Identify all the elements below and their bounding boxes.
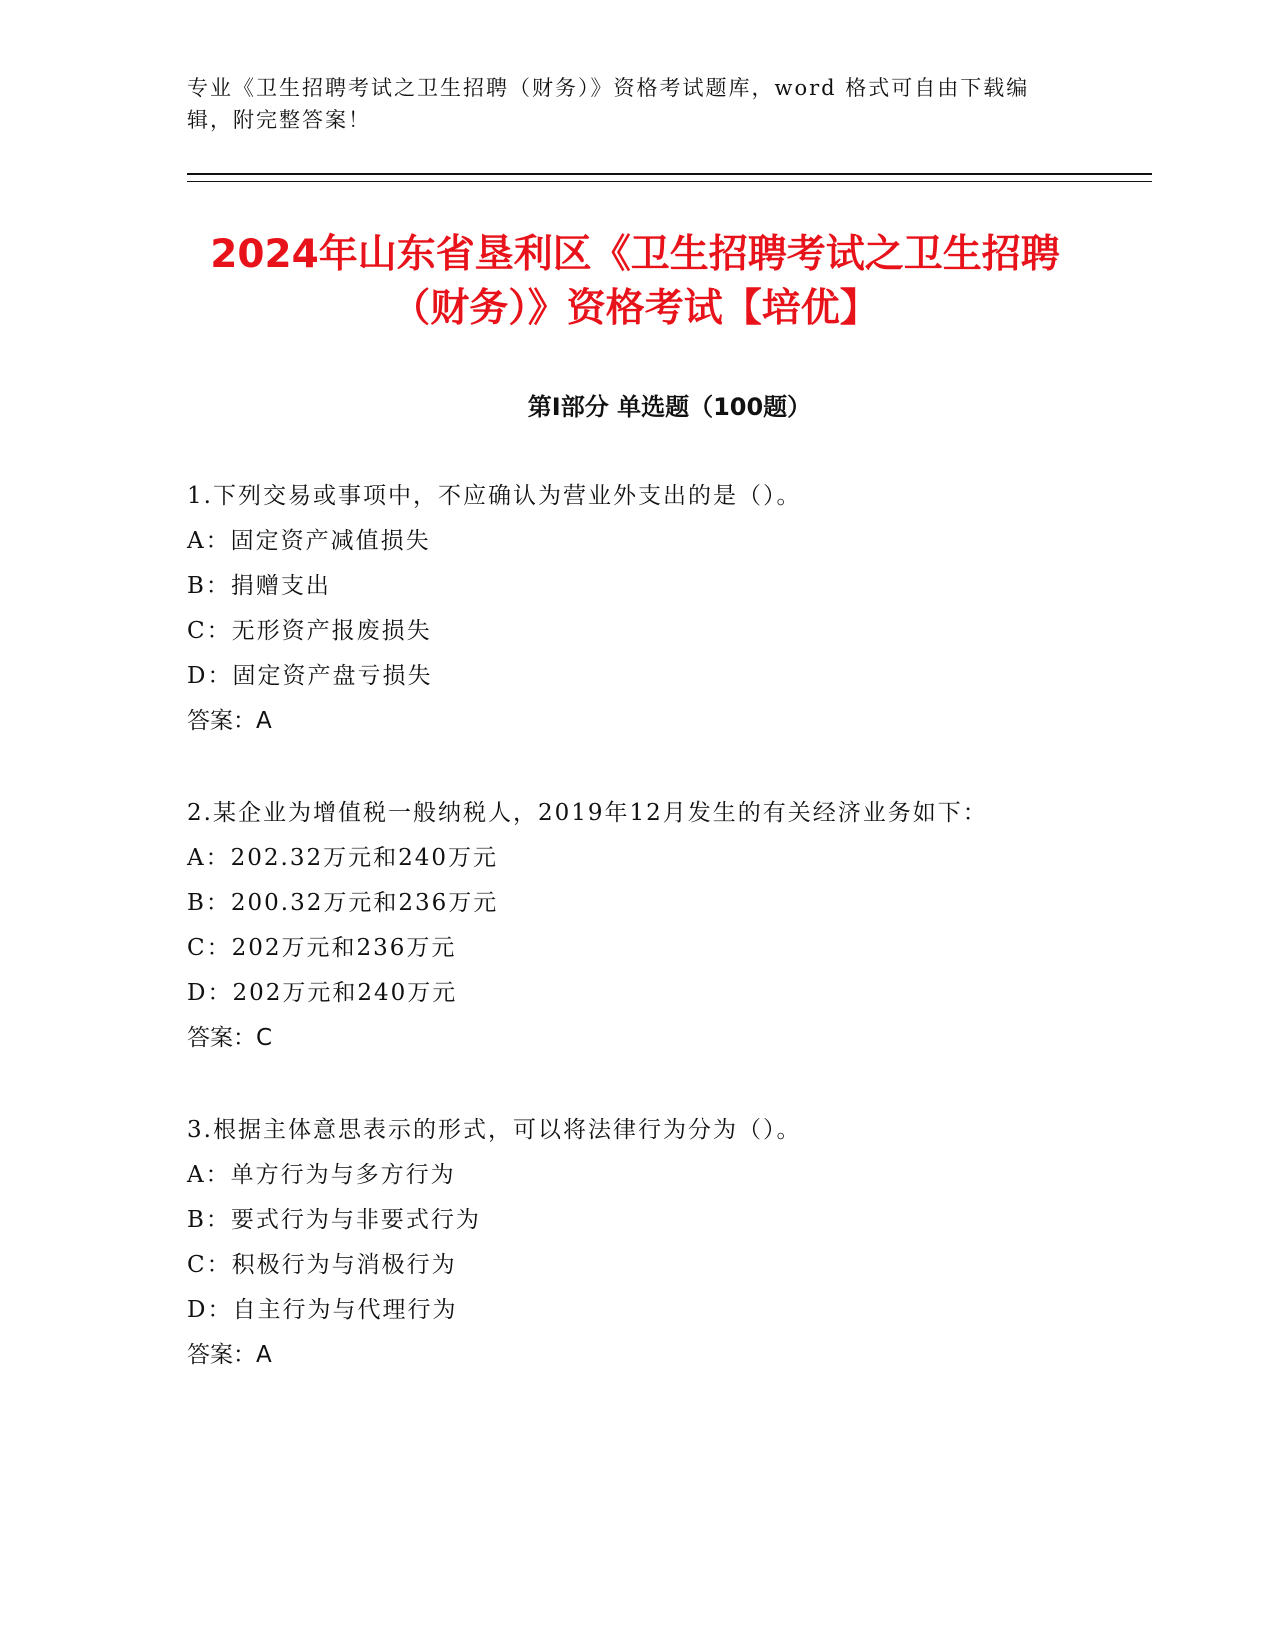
question-3: [187, 1108, 1087, 1378]
option-a: A：固定资产减值损失: [187, 528, 431, 554]
option-b: B：200.32万元和236万元: [187, 890, 499, 916]
option-d: D：202万元和240万元: [187, 980, 458, 1006]
option-a: A：单方行为与多方行为: [187, 1162, 456, 1188]
answer-line: [187, 699, 1087, 744]
option-a: A：202.32万元和240万元: [187, 845, 498, 871]
answer-label: 答案：: [187, 1342, 256, 1368]
answer-label: 答案：: [187, 708, 256, 734]
option-b: B：捐赠支出: [187, 573, 331, 599]
answer-label: 答案：: [187, 1025, 256, 1051]
answer-value: C: [256, 1025, 273, 1051]
option-c: C：无形资产报废损失: [187, 618, 432, 644]
question-1: [187, 474, 1087, 744]
document-title: 2024年山东省垦利区《卫生招聘考试之卫生招聘（财务）》资格考试【培优】: [210, 232, 1060, 331]
header-divider-thin: [187, 181, 1152, 182]
section-heading: 第Ⅰ部分 单选题（100题）: [527, 393, 812, 421]
answer-value: A: [256, 708, 272, 734]
option-c: C：202万元和236万元: [187, 935, 457, 961]
answer-line: [187, 1016, 1087, 1061]
answer-line: [187, 1333, 1087, 1378]
option-b: B：要式行为与非要式行为: [187, 1207, 481, 1233]
option-d: D：固定资产盘亏损失: [187, 663, 433, 689]
question-stem: 3.根据主体意思表示的形式，可以将法律行为分为（）。: [187, 1117, 802, 1143]
answer-value: A: [256, 1342, 272, 1368]
question-2: [187, 791, 1087, 1061]
question-stem: 2.某企业为增值税一般纳税人，2019年12月发生的有关经济业务如下：: [187, 800, 988, 826]
question-stem: 1.下列交易或事项中，不应确认为营业外支出的是（）。: [187, 483, 802, 509]
header-note: 专业《卫生招聘考试之卫生招聘（财务）》资格考试题库，word 格式可自由下载编辑，附完整答案！: [187, 76, 1030, 132]
option-c: C：积极行为与消极行为: [187, 1252, 457, 1278]
question-list: [187, 474, 1087, 1425]
header-divider-thick: [187, 173, 1152, 175]
option-d: D：自主行为与代理行为: [187, 1297, 458, 1323]
